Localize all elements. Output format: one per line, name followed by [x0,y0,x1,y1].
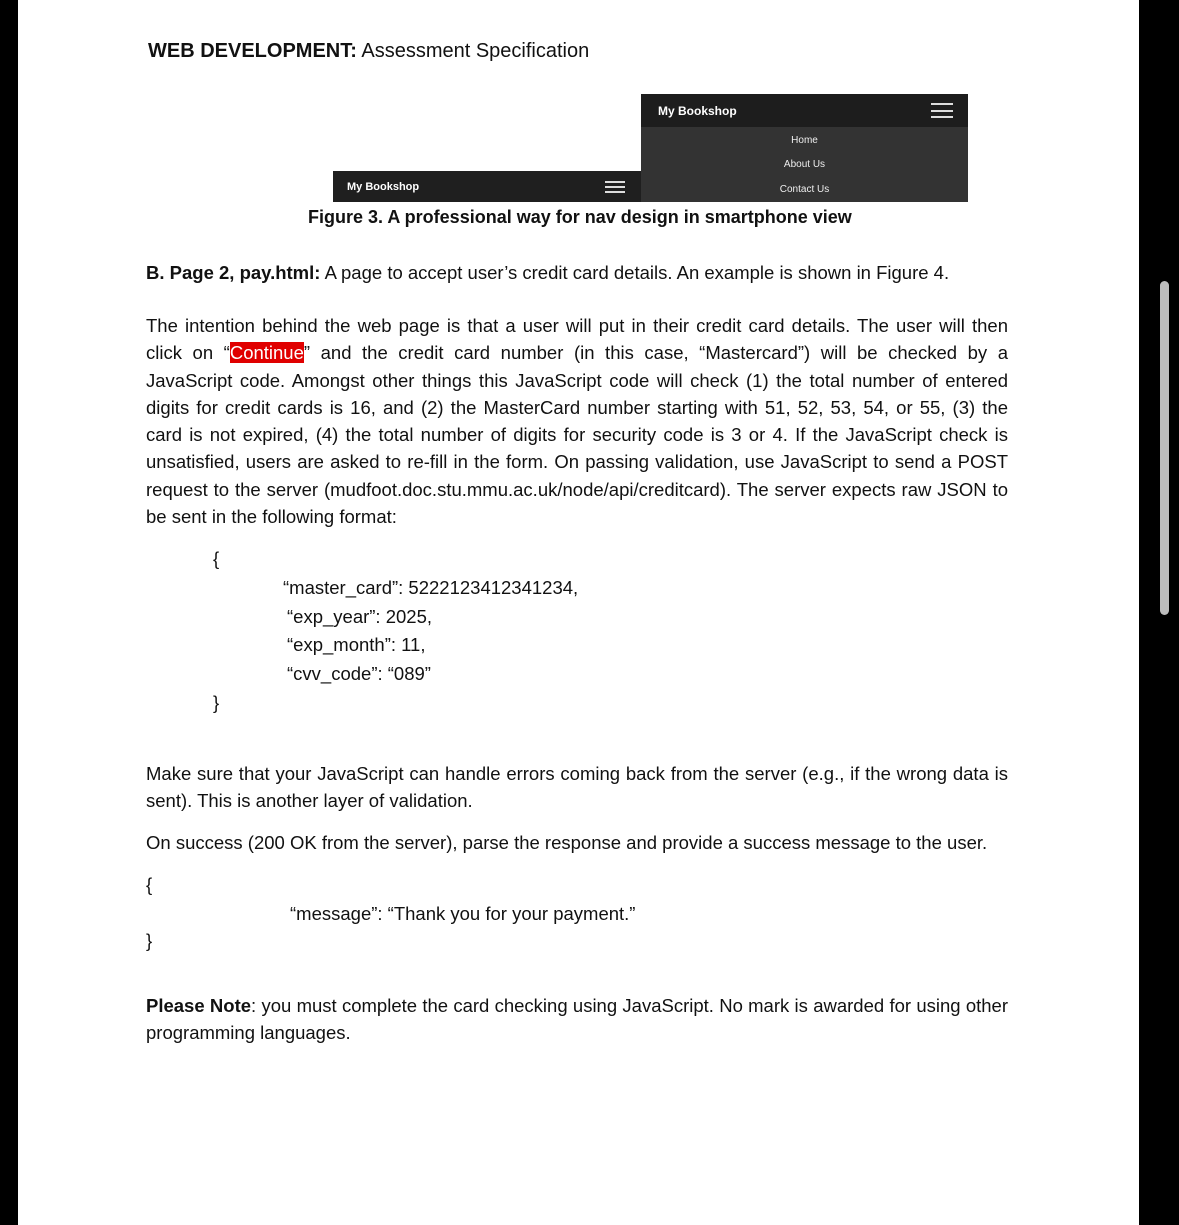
please-note-paragraph [146,992,1008,1047]
figure-expanded-nav [641,94,968,202]
small-nav-brand: My Bookshop [347,181,420,193]
figure-caption: Figure 3. A professional way for nav design in smartphone view [308,207,852,227]
request-json-line: “exp_month”: 11, [287,634,426,655]
section-b-label: B. Page 2, pay.html: [146,262,321,283]
success-paragraph: On success (200 OK from the server), parse the response and provide a success message to the user. [146,832,988,853]
section-b-heading [146,259,1008,286]
response-close-brace: } [146,930,153,951]
figure-small-nav [333,171,641,202]
document-page [18,0,1139,1225]
expanded-nav-brand: My Bookshop [658,104,737,118]
nav-item-home: Home [791,135,818,146]
expanded-nav-bar [641,94,968,127]
nav-item-about: About Us [783,159,826,170]
request-close-brace: } [213,692,220,713]
hamburger-icon [931,103,953,118]
response-open-brace: { [146,874,153,895]
request-open-brace: { [213,548,220,569]
intention-paragraph [146,312,1008,530]
continue-highlight: Continue [229,342,304,364]
note-text: : you must complete the card checking using JavaScript. No mark is awarded for using other programming languages. [146,995,1009,1044]
intention-text-2: ” and the credit card number (in this case, “Mastercard”) will be checked by a JavaScript code. Amongst other things this JavaScript code will check (1) the total number of entered digits for credit cards is 16, and (2) the MasterCard number starting with 51, 52, 53, 54, or 55, (3) the card is not expired, (4) the total number of digits for security code is 3 or 4. If the JavaScript check is unsatisfied, users are asked to re-fill in the form. On passing validation, use JavaScript to send a POST request to the server (mudfoot.doc.stu.mmu.ac.uk/node/api/creditcard). The server expects raw JSON to be sent in the following format: [146,342,1008,528]
intention-text-1: The intention behind the web page is that a user will put in their credit card details. The user will then click on “ [146,315,1008,364]
note-label: Please Note [146,995,252,1016]
hamburger-icon [605,181,625,193]
response-json-line: “message”: “Thank you for your payment.” [290,903,636,924]
vertical-scrollbar[interactable] [1160,281,1169,615]
request-json-line: “master_card”: 5222123412341234, [283,577,579,598]
page-header [148,40,589,63]
request-json-line: “cvv_code”: “089” [287,663,431,684]
header-title: Assessment Specification [361,40,590,62]
request-json-line: “exp_year”: 2025, [287,606,433,627]
nav-item-contact: Contact Us [779,184,830,195]
section-b-text: A page to accept user’s credit card details. An example is shown in Figure 4. [324,262,950,283]
errors-paragraph: Make sure that your JavaScript can handle errors coming back from the server (e.g., if the wrong data is sent). This is another layer of validation. [146,763,1008,812]
header-label: WEB DEVELOPMENT: [148,40,357,62]
